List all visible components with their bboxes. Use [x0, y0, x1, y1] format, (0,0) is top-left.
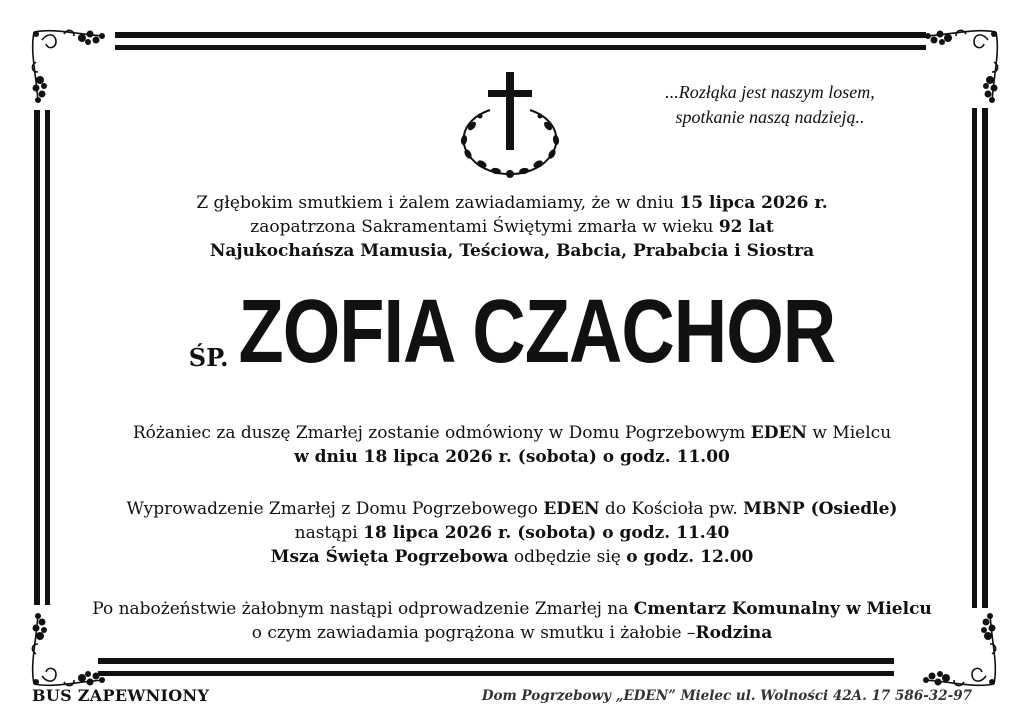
procession-text: Wyprowadzenie Zmarłej z Domu Pogrzebowego [126, 499, 544, 519]
floral-corner-top-right-icon [920, 22, 1006, 108]
family-signature: Rodzina [695, 623, 773, 643]
frame-top-line-outer [115, 32, 926, 38]
rosary-city: w Mielcu [806, 423, 892, 443]
name-prefix: ŚP. [188, 343, 229, 372]
bus-provided-note: BUS ZAPEWNIONY [32, 686, 210, 705]
frame-bottom-line-outer [98, 671, 894, 676]
announcement [40, 191, 984, 263]
burial-line-2 [40, 621, 984, 645]
family-roles: Najukochańsza Mamusia, Teściowa, Babcia, Prababcia i Siostra [209, 241, 815, 261]
frame-bottom-line-inner [98, 658, 894, 664]
procession-info [40, 497, 984, 569]
cemetery-name: Cmentarz Komunalny w Mielcu [633, 599, 932, 619]
mass-label: Msza Święta Pogrzebowa [270, 547, 509, 567]
procession-datetime: 18 lipca 2026 r. (sobota) o godz. 11.40 [363, 523, 730, 543]
cross-with-wreath-icon [450, 70, 570, 182]
notice-by-text: o czym zawiadamia pogrążona w smutku i żałobie – [251, 623, 696, 643]
announcement-text: Z głębokim smutkiem i żalem zawiadamiamy, że w dniu [196, 193, 680, 213]
announcement-line-2 [40, 215, 984, 239]
rosary-text: Różaniec za duszę Zmarłej zostanie odmówiony w Domu Pogrzebowym [132, 423, 751, 443]
funeral-home-name: EDEN [543, 499, 600, 519]
rosary-line-1 [40, 421, 984, 445]
procession-line-2 [40, 521, 984, 545]
floral-corner-top-left-icon [24, 22, 110, 108]
announcement-line-1 [40, 191, 984, 215]
age: 92 lat [718, 217, 774, 237]
procession-will-occur: nastąpi [294, 523, 364, 543]
mass-time: o godz. 12.00 [626, 547, 754, 567]
deceased-name: ZOFIA CZACHOR [238, 280, 836, 382]
funeral-home-name: EDEN [750, 423, 807, 443]
burial-text: Po nabożeństwie żałobnym nastąpi odprowadzenie Zmarłej na [92, 599, 634, 619]
burial-line-1 [40, 597, 984, 621]
mass-text: odbędzie się [508, 547, 627, 567]
motto [610, 80, 930, 130]
sacraments-text: zaopatrzona Sakramentami Świętymi zmarła w wieku [250, 217, 719, 237]
church-name: MBNP (Osiedle) [743, 499, 898, 519]
procession-line-1 [40, 497, 984, 521]
motto-line-1: ...Rozłąka jest naszym losem, [665, 82, 875, 102]
frame-top-line-inner [115, 45, 926, 50]
motto-line-2: spotkanie naszą nadzieją.. [675, 107, 865, 127]
church-text: do Kościoła pw. [599, 499, 744, 519]
rosary-info [40, 421, 984, 469]
burial-info [40, 597, 984, 645]
death-date: 15 lipca 2026 r. [679, 193, 828, 213]
mass-line [40, 545, 984, 569]
rosary-datetime: w dniu 18 lipca 2026 r. (sobota) o godz. 11.00 [294, 447, 730, 467]
funeral-home-contact: Dom Pogrzebowy „EDEN” Mielec ul. Wolności 42A. 17 586-32-97 [481, 688, 972, 704]
deceased-name-row [0, 280, 1024, 384]
